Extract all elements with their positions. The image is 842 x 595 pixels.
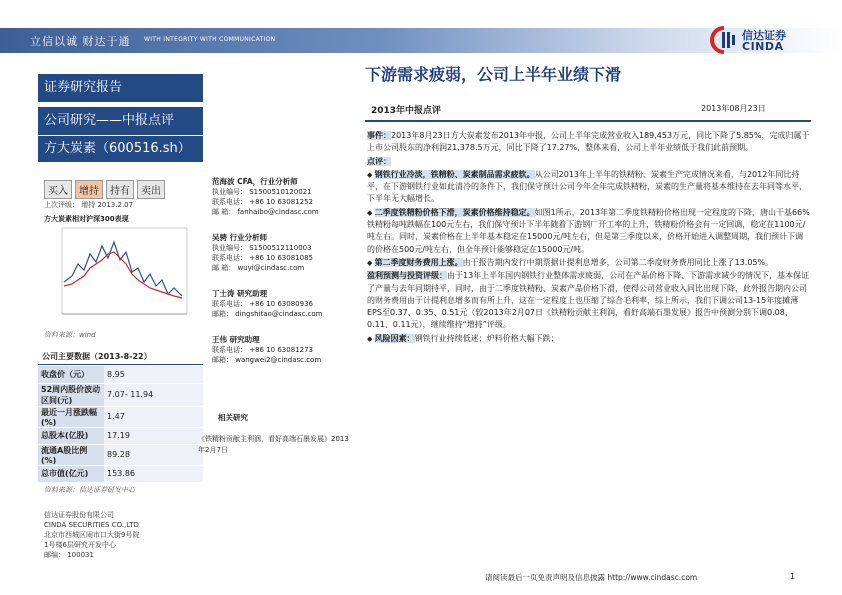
key-data-value: 1.47 — [104, 406, 203, 427]
last-rating: 上次评级： 增持 2013.2.07 — [44, 201, 134, 209]
chart-source: 资料来源：wind — [44, 331, 96, 339]
analyst-card — [212, 177, 362, 217]
key-data-title: 公司主要数据（2013-8-22） — [38, 349, 203, 365]
key-data-source: 资料来源：信达证券研发中心 — [44, 486, 135, 494]
analyst-contact: 邮箱： dingshitao@cindasc.com — [212, 310, 323, 318]
key-data-label: 52周内股价波动区间(元) — [38, 383, 104, 406]
event-paragraph: 事件：2013年8月23日方大炭素发布2013年中报，公司上半年完成营业收入189,453万元，同比下降了5.85%，完成归属于上市公司股东的净利润21,378.5万元，同比下降了17.27%，整体来看，公司上半年业绩低于我们此前预期。 — [367, 131, 810, 153]
bullet-2: ◆ 二季度铁精粉价格下滑，炭素价格维持稳定。如图1所示，2013年第二季度铁精粉价格出现一定程度的下降，唐山干基66%铁精粉每吨跌幅在100元左右，我们保守预计下半年随着下游钢厂开工率的上升，铁精粉价格会有一定回调，稳定在1100元/吨左右。同时，炭素价格在上半年基本稳定在15000元/吨左右，但是第三季度以来，价格开始进入调整周期，我们预计下调的价格在500元/吨左右，但全年预计能够稳定在15000元/吨。 — [367, 207, 810, 254]
analyst-contact: 执业编号： S1500512110003 — [212, 244, 312, 252]
analysts — [212, 177, 362, 381]
slogan: 立信以诚 财达于通 — [30, 35, 131, 48]
report-body — [367, 130, 811, 346]
key-data-label: 收盘价（元） — [38, 366, 104, 383]
company-info-line: 邮编： 100031 — [44, 551, 94, 559]
rating-option: 持有 — [106, 180, 134, 199]
company-info — [44, 510, 139, 560]
analyst-card — [212, 335, 362, 365]
rating-option: 买入 — [44, 180, 72, 199]
analyst-name: 王伟 研究助理 — [212, 335, 260, 344]
analyst-name: 范海波 CFA，行业分析师 — [212, 177, 298, 186]
bullet-3: ◆ 第二季度财务费用上涨。由于报告期内发行中期票据计提利息增多，公司第二季度财务费用同比上涨了13.05%。 — [367, 257, 774, 267]
cinda-logo — [710, 24, 800, 56]
report-date: 2013年08月23日 — [701, 104, 766, 113]
key-data-row — [38, 465, 203, 482]
related-text: 《铁精粉贡献主利润，看好高端石墨发展》2013年2月7日 — [198, 435, 349, 454]
footer-note: 请阅读最后一页免责声明及信息披露 http://www.cindasc.com — [485, 573, 698, 582]
logo-cn: 信达证券 — [742, 29, 786, 42]
price-chart-svg — [44, 224, 194, 324]
key-data-row — [38, 383, 203, 406]
analyst-contact: 邮 箱： fanhaibo@cindasc.com — [212, 208, 319, 216]
key-data-label: 最近一月涨跌幅(%) — [38, 406, 104, 427]
key-data-value: 7.07- 11.94 — [104, 383, 203, 406]
analyst-contact: 执业编号： S1500510120021 — [212, 188, 312, 196]
key-data-row — [38, 427, 203, 444]
report-title: 下游需求疲弱，公司上半年业绩下滑 — [365, 65, 622, 84]
diamond-icon: ◆ — [367, 258, 375, 267]
page-number: 1 — [790, 572, 796, 581]
report-type: 证券研究报告 — [38, 74, 203, 102]
cinda-logo-icon — [710, 26, 738, 54]
key-data-value: 89.28 — [104, 444, 203, 465]
key-data-value: 17.19 — [104, 427, 203, 444]
key-data-row — [38, 444, 203, 465]
report-subheading: 2013年中报点评 — [371, 106, 442, 116]
report-category: 公司研究——中报点评 — [38, 107, 203, 135]
analyst-contact: 联系电话： +86 10 63080936 — [212, 300, 313, 308]
rating-row — [44, 180, 165, 199]
analyst-name: 丁士涛 研究助理 — [212, 289, 268, 298]
key-data-value: 8.95 — [104, 366, 203, 383]
comment-label: 点评： — [367, 156, 391, 166]
left-column — [38, 64, 203, 594]
rating-option: 增持 — [75, 180, 103, 199]
forecast-paragraph: 盈利预测与投资评级：由于13年上半年国内钢铁行业整体需求疲弱，公司在产品价格下降、下游需求减少的情况下，基本保证了产量与去年同期持平，同时，由于二季度铁精粉、炭素产品价格下滑，使得公司营业收入同比出现下降，此外报告期内公司的财务费用由于计提利息增多而有所上升，这在一定程度上也压缩了综合毛利率，综上所示，我们下调公司13-15年度摊薄EPS至0.37、0.35、0.51元（较2013年2月07日《铁精粉贡献主利润，看好高端石墨发展》报告中预测分别下调0.08、0.11、0.11元），继续维持“增持”评级。 — [367, 271, 810, 330]
chart-title: 方大炭素相对沪深300表现 — [44, 215, 129, 223]
company-info-line: 信达证券股份有限公司 — [44, 511, 114, 519]
logo-en: CINDA — [742, 40, 784, 53]
analyst-contact: 邮 箱： wuyi@cindasc.com — [212, 264, 305, 272]
key-data-label: 总市值(亿元) — [38, 465, 104, 482]
analyst-contact: 邮箱： wangwei2@cindasc.com — [212, 356, 322, 364]
diamond-icon: ◆ — [367, 170, 375, 179]
company-name: 方大炭素（600516.sh） — [38, 136, 203, 162]
analyst-card — [212, 289, 362, 319]
key-data-label: 流通A股比例(%) — [38, 444, 104, 465]
diamond-icon: ◆ — [367, 334, 375, 343]
analyst-contact: 联系电话： +86 10 63081273 — [212, 346, 313, 354]
bullet-4: ◆ 风险因素：钢铁行业持续低迷；炉料价格大幅下跌； — [367, 333, 559, 343]
company-info-line: 1号楼6层研究开发中心 — [44, 541, 116, 549]
title-divider — [365, 120, 811, 122]
slogan-en: WITH INTEGRITY WITH COMMUNICATION — [144, 36, 276, 43]
company-info-line: 北京市西城区闹市口大街9号院 — [44, 531, 140, 539]
analyst-name: 吴骋 行业分析师 — [212, 233, 268, 242]
related-title: 相关研究 — [218, 413, 248, 422]
analyst-contact: 联系电话： +86 10 63081085 — [212, 254, 313, 262]
key-data-row — [38, 406, 203, 427]
key-data-table — [38, 366, 203, 483]
analyst-card — [212, 233, 362, 273]
analyst-contact: 联系电话： +86 10 63081252 — [212, 198, 313, 206]
key-data-label: 总股本(亿股) — [38, 427, 104, 444]
key-data-value: 153.86 — [104, 465, 203, 482]
company-info-line: CINDA SECURITIES CO.,LTD — [44, 521, 139, 529]
diamond-icon: ◆ — [367, 208, 375, 217]
key-data-row — [38, 366, 203, 383]
bullet-1: ◆ 钢铁行业冷淡，铁精粉、炭素制品需求疲软。从公司2013年上半年的铁精粉、炭素生产完成情况来看，与2012年同比持平，在下游钢铁行业如此清冷的条件下，我们保守预计公司今年全年完成铁精粉，炭素的生产量将基本维持在去年同等水平，下半年无大幅增长。 — [367, 169, 807, 204]
rating-option: 卖出 — [137, 180, 165, 199]
